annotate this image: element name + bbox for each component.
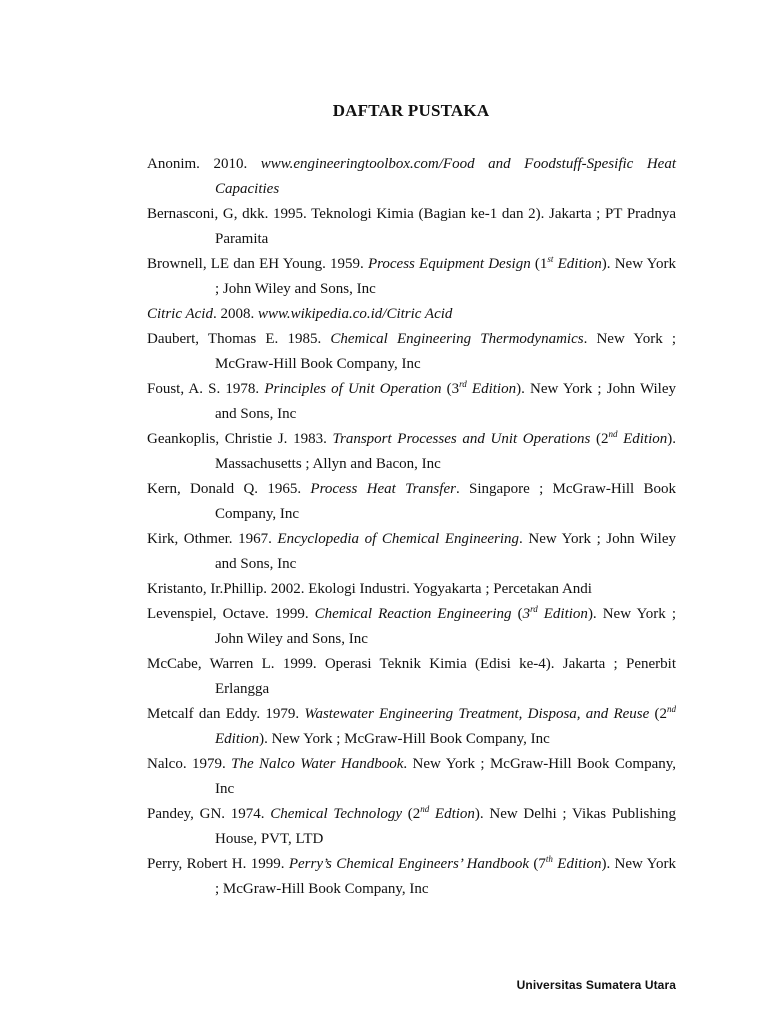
page-title: DAFTAR PUSTAKA <box>332 101 490 120</box>
reference-entry: Bernasconi, G, dkk. 1995. Teknologi Kimia (Bagian ke-1 dan 2). Jakarta ; PT Pradnya Paramita <box>147 206 676 247</box>
reference-entry: Kirk, Othmer. 1967. Encyclopedia of Chemical Engineering. New York ; John Wiley and Sons, Inc <box>147 531 676 572</box>
reference-entry: Kristanto, Ir.Phillip. 2002. Ekologi Industri. Yogyakarta ; Percetakan Andi <box>147 581 592 597</box>
reference-entry: Daubert, Thomas E. 1985. Chemical Engineering Thermodynamics. New York ; McGraw-Hill Book Company, Inc <box>147 331 676 372</box>
reference-entry: Citric Acid. 2008. www.wikipedia.co.id/Citric Acid <box>147 306 453 322</box>
reference-entry: Brownell, LE dan EH Young. 1959. Process Equipment Design (1st Edition). New York ; John Wiley and Sons, Inc <box>147 254 677 297</box>
reference-entry: Metcalf dan Eddy. 1979. Wastewater Engineering Treatment, Disposa, and Reuse (2nd Edition). New York ; McGraw-Hill Book Company, Inc <box>147 704 676 747</box>
reference-entry: Perry, Robert H. 1999. Perry’s Chemical Engineers’ Handbook (7th Edition). New York ; McGraw-Hill Book Company, Inc <box>147 854 676 897</box>
reference-list <box>147 152 676 902</box>
reference-entry: Foust, A. S. 1978. Principles of Unit Operation (3rd Edition). New York ; John Wiley and Sons, Inc <box>147 379 677 422</box>
footer-institution: Universitas Sumatera Utara <box>516 978 676 992</box>
reference-entry: Levenspiel, Octave. 1999. Chemical Reaction Engineering (3rd Edition). New York ; John Wiley and Sons, Inc <box>147 604 676 647</box>
reference-entry: Geankoplis, Christie J. 1983. Transport Processes and Unit Operations (2nd Edition). Massachusetts ; Allyn and Bacon, Inc <box>147 429 677 472</box>
reference-entry: McCabe, Warren L. 1999. Operasi Teknik Kimia (Edisi ke-4). Jakarta ; Penerbit Erlangga <box>147 656 676 697</box>
reference-entry: Nalco. 1979. The Nalco Water Handbook. New York ; McGraw-Hill Book Company, Inc <box>147 756 676 797</box>
reference-entry: Pandey, GN. 1974. Chemical Technology (2nd Edtion). New Delhi ; Vikas Publishing House, PVT, LTD <box>147 804 676 847</box>
reference-entry: Anonim. 2010. www.engineeringtoolbox.com/Food and Foodstuff-Spesific Heat Capacities <box>147 156 676 197</box>
reference-entry: Kern, Donald Q. 1965. Process Heat Transfer. Singapore ; McGraw-Hill Book Company, Inc <box>147 481 676 522</box>
